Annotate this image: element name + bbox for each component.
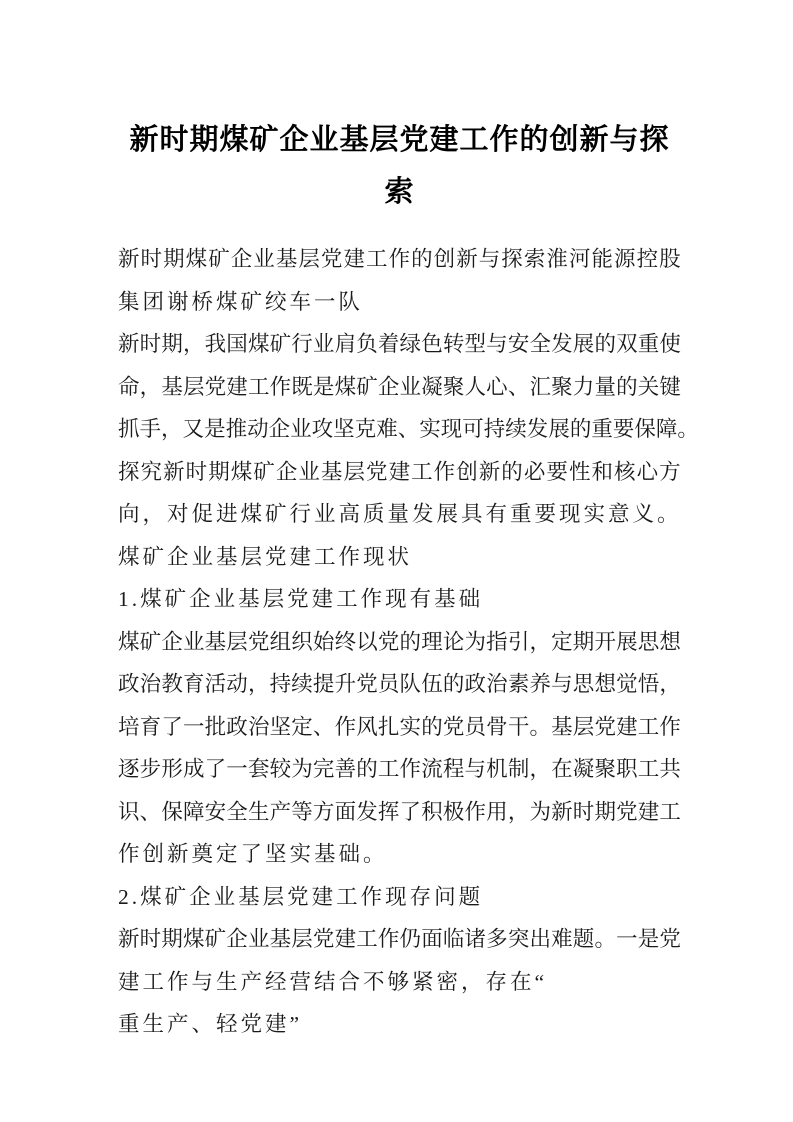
document-title-line-2: 索 — [384, 176, 415, 208]
document-body — [118, 238, 699, 1046]
text-line: 政 治 教 育 活 动 ， 持 续 提 升 党 员 队 伍 的 政 治 素 养 与 思 想 觉 悟 ， — [118, 672, 681, 696]
text-line: 1.煤矿企业基层党建工作现有基础 — [118, 587, 484, 611]
text-line: 集团谢桥煤矿绞车一队 — [118, 289, 364, 314]
text-line: 抓 手 ， 又 是 推 动 企 业 攻 坚 克 难 、 实 现 可 持 续 发 展 的 重 要 保 障 。 — [118, 417, 699, 441]
document-title-line-1: 新时期煤矿企业基层党建工作的创新与探 — [129, 124, 670, 156]
text-line: 作创新奠定了坚实基础。 — [118, 842, 388, 866]
text-line: 新 时 期 煤 矿 企 业 基 层 党 建 工 作 仍 面 临 诸 多 突 出 难 题 。 一 是 党 — [118, 927, 681, 951]
text-line: 培 育 了 一 批 政 治 坚 定 、 作 风 扎 实 的 党 员 骨 干 。 基 层 党 建 工 作 — [118, 714, 681, 739]
text-line: 重生产、轻党建” — [118, 1012, 303, 1036]
text-line: 探 究 新 时 期 煤 矿 企 业 基 层 党 建 工 作 创 新 的 必 要 性 和 核 心 方 — [118, 459, 681, 484]
text-line: 2.煤矿企业基层党建工作现存问题 — [118, 884, 484, 909]
text-line: 建工作与生产经营结合不够紧密，存在“ — [118, 969, 548, 994]
text-line: 新 时 期 煤 矿 企 业 基 层 党 建 工 作 的 创 新 与 探 索 淮 河 能 源 控 股 — [118, 247, 681, 271]
text-line: 识 、 保 障 安 全 生 产 等 方 面 发 挥 了 积 极 作 用 ， 为 新 时 期 党 建 工 — [118, 799, 681, 824]
text-line: 逐 步 形 成 了 一 套 较 为 完 善 的 工 作 流 程 与 机 制 ， 在 凝 聚 职 工 共 — [118, 757, 681, 781]
text-line: 煤 矿 企 业 基 层 党 组 织 始 终 以 党 的 理 论 为 指 引 ， 定 期 开 展 思 想 — [118, 629, 681, 654]
text-line: 命 ， 基 层 党 建 工 作 既 是 煤 矿 企 业 凝 聚 人 心 、 汇 聚 力 量 的 关 键 — [118, 374, 681, 399]
text-line: 煤矿企业基层党建工作现状 — [118, 544, 413, 569]
text-line: 新 时 期 ， 我 国 煤 矿 行 业 肩 负 着 绿 色 转 型 与 安 全 发 展 的 双 重 使 — [118, 332, 681, 356]
text-line: 向，对促进煤矿行业高质量发展具有重要现实意义。 — [118, 502, 682, 526]
document-title — [118, 114, 681, 218]
